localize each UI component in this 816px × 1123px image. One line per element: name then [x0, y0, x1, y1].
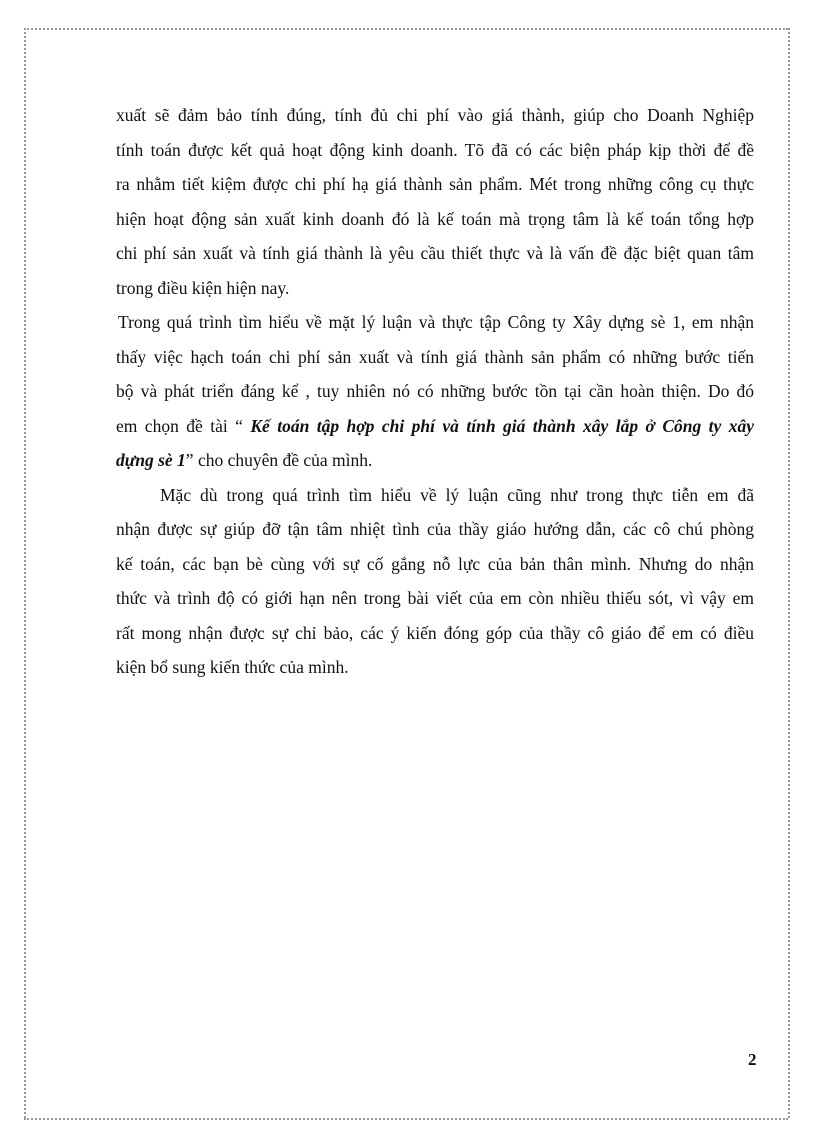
text-line: hiện hoạt động sản xuất kinh doanh đó là kế toán mà trọng tâm là kế toán tổng hợp — [116, 208, 754, 229]
text-fragment: ” cho chuyên đề của mình. — [185, 450, 373, 470]
text-line: chi phí sản xuất và tính giá thành là yêu cầu thiết thực và là vấn đề đặc biệt quan tâm — [116, 243, 754, 263]
text-line: ra nhằm tiết kiệm được chi phí hạ giá thành sản phẩm. Mét trong những công cụ thực — [116, 174, 754, 194]
text-line: rất mong nhận được sự chỉ bảo, các ý kiến đóng góp của thầy cô giáo để em có điều — [116, 622, 754, 643]
text-line-with-title — [116, 443, 754, 478]
page-border-bottom — [24, 1118, 788, 1120]
page-number: 2 — [748, 1050, 757, 1069]
text-line: xuất sẽ đảm bảo tính đúng, tính đủ chi phí vào giá thành, giúp cho Doanh Nghiệp — [116, 105, 754, 125]
text-line: thức và trình độ có giới hạn nên trong bài viết của em còn nhiều thiếu sót, vì vậy em — [116, 588, 754, 608]
text-line: kế toán, các bạn bè cùng với sự cố gắng nỗ lực của bản thân mình. Nhưng do nhận — [116, 553, 754, 574]
text-line: trong điều kiện hiện nay. — [116, 277, 290, 298]
thesis-title-part-2: dựng sè 1 — [116, 450, 186, 470]
thesis-title-part-1: Kế toán tập hợp chi phí và tính giá thành xây lắp ở Công ty xây — [250, 415, 754, 436]
text-line-with-title — [116, 409, 754, 444]
paragraph-1 — [116, 98, 754, 305]
document-body — [116, 98, 754, 685]
paragraph-2 — [116, 305, 754, 478]
text-fragment: em chọn đề tài “ — [116, 415, 251, 436]
page-border-top — [24, 28, 788, 30]
text-line: tính toán được kết quả hoạt động kinh doanh. Tõ đã có các biện pháp kịp thời để đề — [116, 139, 754, 160]
text-line: thấy việc hạch toán chi phí sản xuất và tính giá thành sản phẩm có những bước tiến — [116, 346, 754, 367]
text-line: kiện bổ sung kiến thức của mình. — [116, 657, 349, 677]
text-line: nhận được sự giúp đỡ tận tâm nhiệt tình của thầy giáo hướng dẫn, các cô chú phòng — [116, 519, 754, 539]
page-border-right — [788, 28, 790, 1118]
paragraph-3 — [116, 478, 754, 685]
text-line: Trong quá trình tìm hiểu về mặt lý luận và thực tập Công ty Xây dựng sè 1, em nhận — [118, 312, 754, 332]
text-line: Mặc dù trong quá trình tìm hiểu về lý luận cũng như trong thực tiễn em đã — [160, 484, 754, 505]
page-border-left — [24, 28, 26, 1118]
text-line: bộ và phát triển đáng kể , tuy nhiên nó có những bước tồn tại cần hoàn thiện. Do đó — [116, 381, 754, 401]
